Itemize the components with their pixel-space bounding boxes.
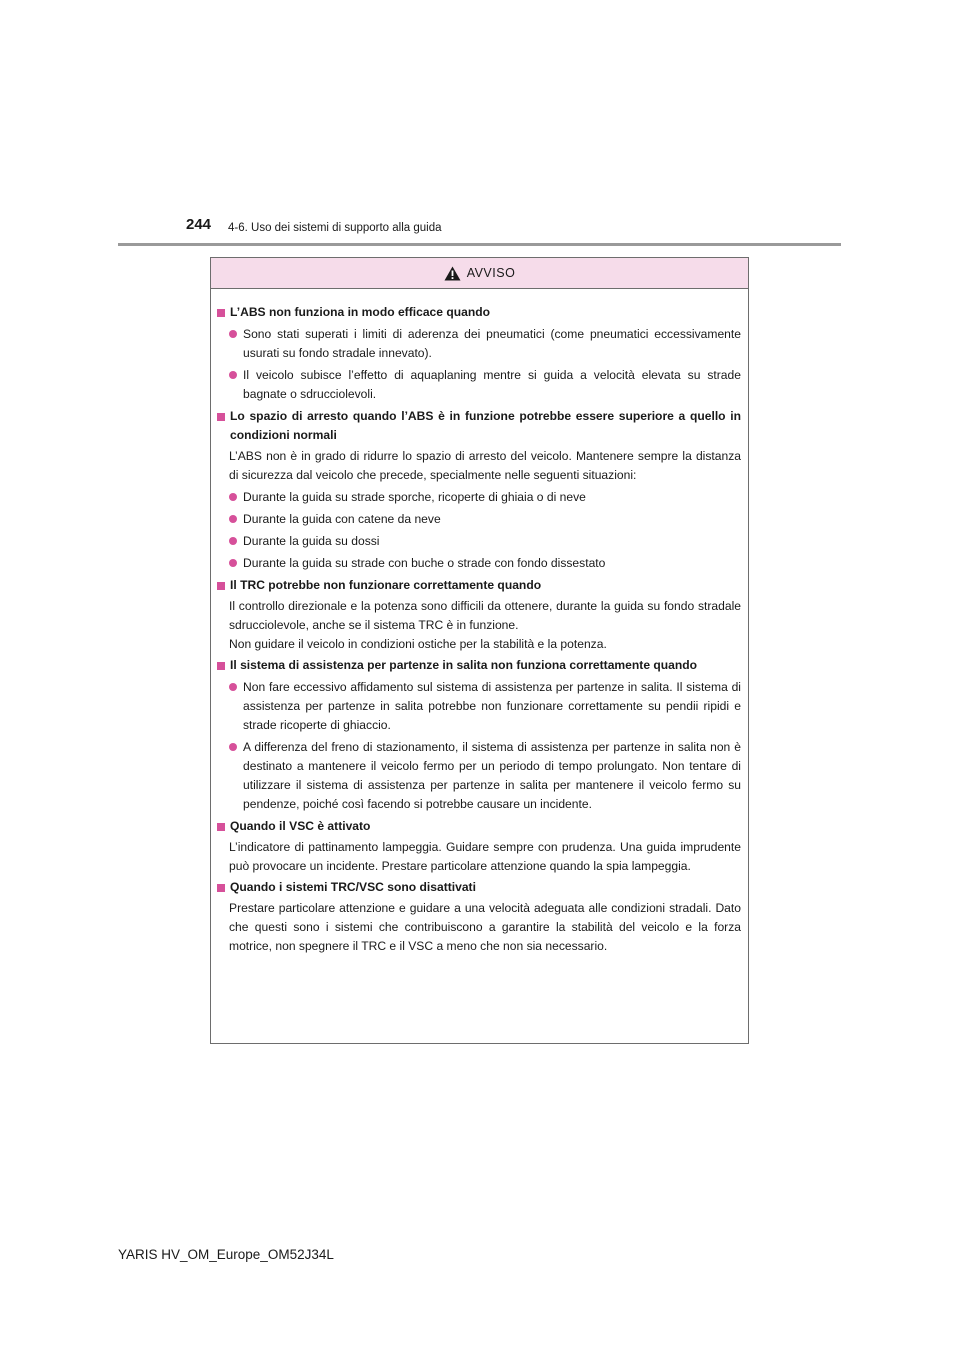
list-item: Sono stati superati i limiti di aderenza dei pneumatici (come pneumatici eccessivamente usurati su fondo stradale innevato). [229, 325, 741, 363]
section-title: 4-6. Uso dei sistemi di supporto alla guida [228, 222, 442, 234]
square-bullet-icon [217, 823, 225, 831]
block-heading: Lo spazio di arresto quando l’ABS è in funzione potrebbe essere superiore a quello in condizioni normali [217, 407, 741, 445]
circle-bullet-icon [229, 515, 237, 523]
circle-bullet-icon [229, 683, 237, 691]
warning-body [211, 289, 748, 956]
square-bullet-icon [217, 662, 225, 670]
warning-header [211, 258, 748, 289]
block-text: Prestare particolare attenzione e guidare a una velocità adeguata alle condizioni stradali. Dato che questi sono i sistemi che contribuiscono a garantire la stabilità del veicolo e la forza motrice, non spegnere il TRC e il VSC a meno che non sia necessario. [229, 901, 741, 953]
block-text: L’indicatore di pattinamento lampeggia. Guidare sempre con prudenza. Una guida imprudente può provocare un incidente. Prestare particolare attenzione quando la spia lampeggia. [229, 840, 741, 873]
footer-doc-id: YARIS HV_OM_Europe_OM52J34L [118, 1247, 334, 1262]
block-text: Il controllo direzionale e la potenza sono difficili da ottenere, durante la guida su fondo stradale sdrucciolevole, anche se il sistema TRC è in funzione. Non guidare il veicolo in condizioni ostiche per la stabilità e la potenza. [229, 599, 741, 651]
block-heading: L’ABS non funziona in modo efficace quando [217, 303, 741, 322]
warning-box [210, 257, 749, 1044]
block-heading: Quando il VSC è attivato [217, 817, 741, 836]
warning-triangle-icon [444, 266, 461, 281]
warning-title: AVVISO [466, 266, 516, 280]
list-item: Durante la guida con catene da neve [229, 510, 741, 529]
block-text: L’ABS non è in grado di ridurre lo spazio di arresto del veicolo. Mantenere sempre la distanza di sicurezza dal veicolo che precede, specialmente nelle seguenti situazioni: [229, 449, 741, 482]
block-heading: Quando i sistemi TRC/VSC sono disattivati [217, 878, 741, 897]
circle-bullet-icon [229, 371, 237, 379]
circle-bullet-icon [229, 559, 237, 567]
header-divider [118, 243, 841, 246]
circle-bullet-icon [229, 330, 237, 338]
square-bullet-icon [217, 413, 225, 421]
square-bullet-icon [217, 582, 225, 590]
warning-block-abs-ineffective [217, 303, 741, 404]
list-item: Durante la guida su strade sporche, ricoperte di ghiaia o di neve [229, 488, 741, 507]
circle-bullet-icon [229, 493, 237, 501]
warning-block-trc-vsc-off [217, 878, 741, 956]
list-item: Durante la guida su strade con buche o strade con fondo dissestato [229, 554, 741, 573]
warning-block-hill-start-assist [217, 656, 741, 814]
block-heading: Il TRC potrebbe non funzionare correttamente quando [217, 576, 741, 595]
warning-block-trc [217, 576, 741, 654]
list-item: Il veicolo subisce l’effetto di aquaplaning mentre si guida a velocità elevata su strade bagnate o sdrucciolevoli. [229, 366, 741, 404]
square-bullet-icon [217, 884, 225, 892]
circle-bullet-icon [229, 743, 237, 751]
circle-bullet-icon [229, 537, 237, 545]
page-number: 244 [186, 216, 212, 233]
warning-block-vsc-active [217, 817, 741, 876]
list-item: Non fare eccessivo affidamento sul sistema di assistenza per partenze in salita. Il sistema di assistenza per partenze in salita potrebbe non funzionare correttamente su pendii ripidi e strade ricoperte di ghiaccio. [229, 678, 741, 735]
square-bullet-icon [217, 309, 225, 317]
warning-block-stopping-distance [217, 407, 741, 573]
block-heading: Il sistema di assistenza per partenze in salita non funziona correttamente quando [217, 656, 741, 675]
list-item: A differenza del freno di stazionamento, il sistema di assistenza per partenze in salita non è destinato a mantenere il veicolo fermo per un periodo di tempo prolungato. Non tentare di utilizzare il sistema di assistenza per partenze in salita per mantenere il veicolo fermo su pendenze, poiché così facendo si potrebbe causare un incidente. [229, 738, 741, 814]
list-item: Durante la guida su dossi [229, 532, 741, 551]
